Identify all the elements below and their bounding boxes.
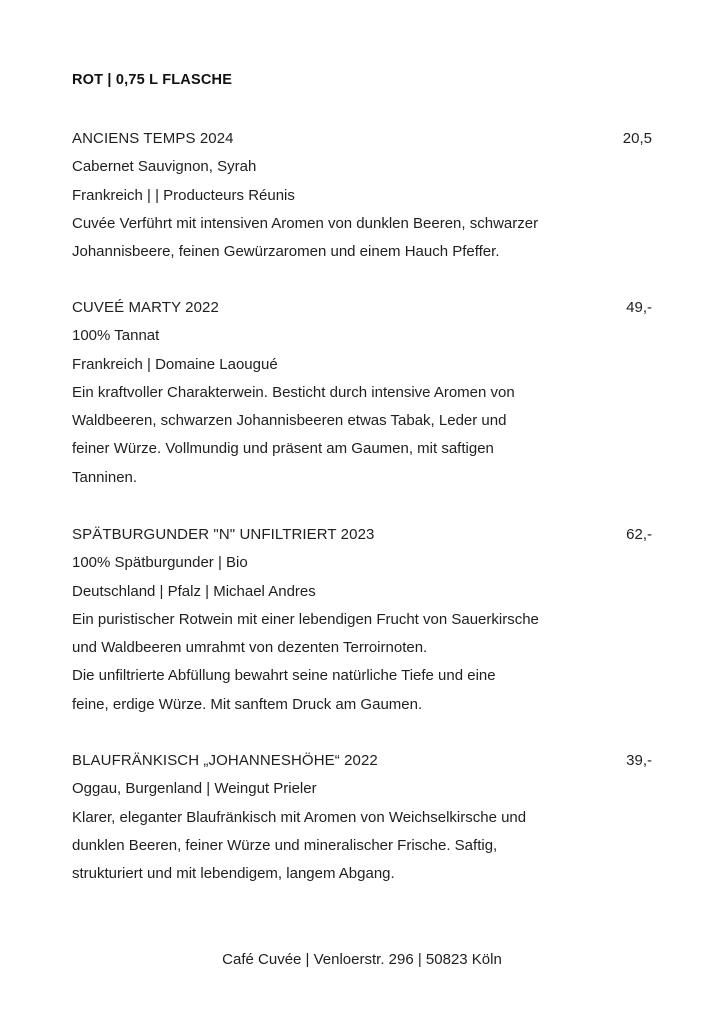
- wine-grapes: 100% Spätburgunder | Bio: [72, 554, 248, 572]
- wine-grapes: 100% Tannat: [72, 327, 160, 345]
- wine-name: BLAUFRÄNKISCH „JOHANNESHÖHE“ 2022: [72, 752, 378, 769]
- wine-name: CUVEÉ MARTY 2022: [72, 299, 219, 316]
- wine-description-line: Klarer, eleganter Blaufränkisch mit Aromen von Weichselkirsche und: [72, 808, 527, 826]
- wine-grapes: Cabernet Sauvignon, Syrah: [72, 158, 257, 176]
- wine-origin: Deutschland | Pfalz | Michael Andres: [72, 582, 316, 600]
- wine-origin: Frankreich | Domaine Laougué: [72, 355, 278, 373]
- wine-description-line: dunklen Beeren, feiner Würze und mineralischer Frische. Saftig,: [72, 836, 498, 854]
- wine-description-line: Die unfiltrierte Abfüllung bewahrt seine natürliche Tiefe und eine: [72, 667, 496, 685]
- wine-origin: Oggau, Burgenland | Weingut Prieler: [72, 780, 317, 798]
- wine-description-line: feine, erdige Würze. Mit sanftem Druck am Gaumen.: [72, 695, 423, 713]
- wine-price: 62,-: [626, 526, 652, 543]
- wine-description-line: Ein puristischer Rotwein mit einer lebendigen Frucht von Sauerkirsche: [72, 610, 539, 628]
- wine-origin: Frankreich | | Producteurs Réunis: [72, 186, 295, 204]
- wine-description-line: Ein kraftvoller Charakterwein. Besticht durch intensive Aromen von: [72, 383, 515, 401]
- wine-name-row: [72, 521, 652, 549]
- wine-entry-blaufraenkisch: [72, 747, 652, 888]
- wine-entry-anciens-temps: [72, 125, 652, 266]
- wine-entry-spaetburgunder: [72, 521, 652, 719]
- footer-address: Café Cuvée | Venloerstr. 296 | 50823 Köln: [222, 951, 502, 968]
- wine-entry-cuvee-marty: [72, 294, 652, 492]
- wine-name-row: [72, 125, 652, 153]
- wine-description-line: Johannisbeere, feinen Gewürzaromen und einem Hauch Pfeffer.: [72, 243, 500, 261]
- wine-description-line: strukturiert und mit lebendigem, langem Abgang.: [72, 865, 395, 883]
- wine-name: SPÄTBURGUNDER "N" UNFILTRIERT 2023: [72, 526, 375, 543]
- wine-description-line: Tanninen.: [72, 468, 138, 486]
- section-title: ROT | 0,75 L FLASCHE: [72, 72, 233, 88]
- wine-name-row: [72, 747, 652, 775]
- wine-name: ANCIENS TEMPS 2024: [72, 130, 234, 147]
- wine-description-line: und Waldbeeren umrahmt von dezenten Terroirnoten.: [72, 639, 428, 657]
- wine-description-line: Cuvée Verführt mit intensiven Aromen von dunklen Beeren, schwarzer: [72, 214, 539, 232]
- wine-price: 39,-: [626, 752, 652, 769]
- wine-description-line: feiner Würze. Vollmundig und präsent am Gaumen, mit saftigen: [72, 440, 494, 458]
- wine-price: 49,-: [626, 299, 652, 316]
- wine-name-row: [72, 294, 652, 322]
- wine-price: 20,5: [622, 130, 652, 147]
- wine-description-line: Waldbeeren, schwarzen Johannisbeeren etwas Tabak, Leder und: [72, 412, 507, 430]
